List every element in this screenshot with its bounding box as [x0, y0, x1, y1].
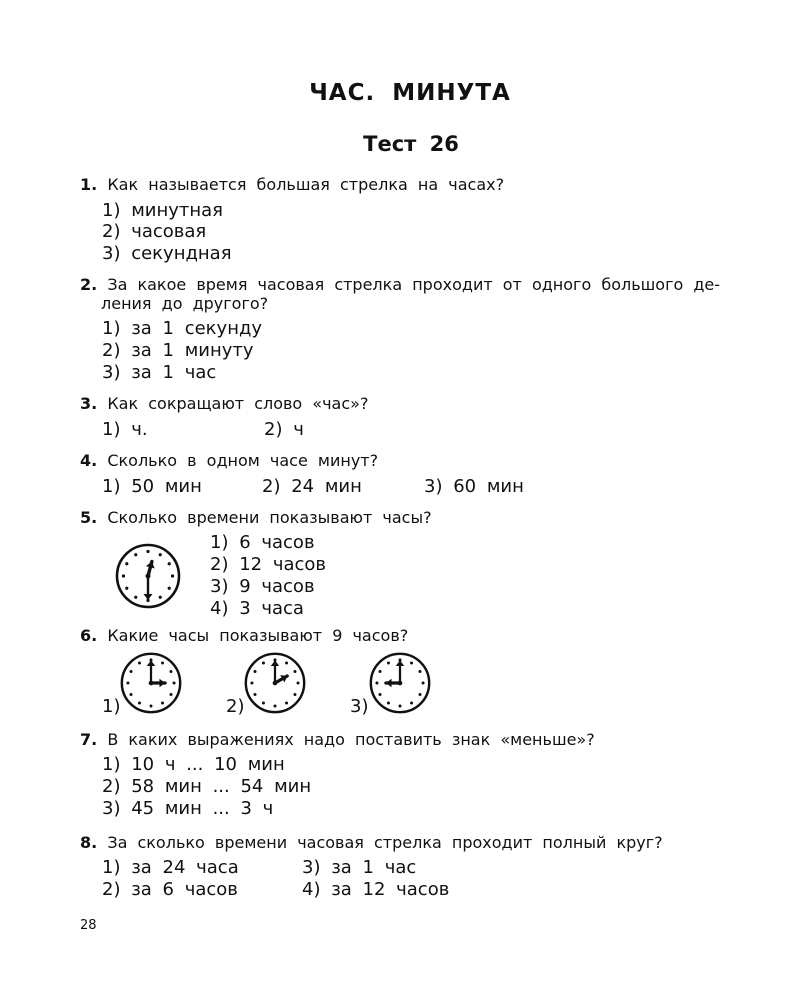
- clock-tick: [418, 693, 421, 696]
- clock-tick: [149, 705, 152, 708]
- page-title: ЧАС. МИНУТА: [309, 80, 511, 106]
- clock-tick: [379, 670, 382, 673]
- clock-tick: [168, 587, 171, 590]
- option: 3) 60 мин: [424, 476, 524, 497]
- clock-tick: [250, 681, 253, 684]
- question-3: [80, 394, 750, 413]
- option: 2) ч: [264, 419, 304, 440]
- question-text: Какие часы показывают 9 часов?: [107, 626, 409, 645]
- clock-tick: [161, 662, 164, 665]
- question-4: [80, 451, 750, 470]
- clock-hub: [146, 574, 151, 579]
- option: 2) 24 мин: [262, 476, 362, 497]
- clock-tick: [398, 705, 401, 708]
- clock-face-icon: [243, 651, 307, 715]
- option: 2) за 6 часов: [102, 879, 238, 900]
- clock-tick: [262, 662, 265, 665]
- clock-tick: [159, 553, 162, 556]
- option: 1) 50 мин: [102, 476, 202, 497]
- question-text: За сколько времени часовая стрелка проходит полный круг?: [107, 833, 663, 852]
- clock-tick: [410, 662, 413, 665]
- question-number: 4.: [80, 451, 98, 470]
- clock-tick: [375, 681, 378, 684]
- clock-tick: [168, 562, 171, 565]
- option: 3) за 1 час: [102, 362, 217, 383]
- question-text: Как называется большая стрелка на часах?: [107, 175, 505, 194]
- clock-tick: [169, 670, 172, 673]
- question-number: 2.: [80, 275, 98, 294]
- clock-tick: [130, 670, 133, 673]
- clock-tick: [125, 587, 128, 590]
- clock-tick: [387, 662, 390, 665]
- question-number: 5.: [80, 508, 98, 527]
- page-number: 28: [80, 918, 97, 933]
- option: 2) 12 часов: [210, 554, 327, 575]
- question-text-cont: ления до другого?: [101, 294, 269, 313]
- question-number: 8.: [80, 833, 98, 852]
- clock-tick: [297, 681, 300, 684]
- test-subtitle: Тест 26: [363, 132, 459, 156]
- clock-tick: [173, 681, 176, 684]
- clock-tick: [285, 662, 288, 665]
- option: 1) ч.: [102, 419, 148, 440]
- clock-tick: [159, 596, 162, 599]
- option: 1): [102, 696, 121, 717]
- clock-face-icon: [114, 542, 182, 610]
- option: 4) за 12 часов: [302, 879, 450, 900]
- option: 1) 6 часов: [210, 532, 315, 553]
- question-number: 1.: [80, 175, 98, 194]
- clock-tick: [146, 550, 149, 553]
- option: 3) секундная: [102, 243, 232, 264]
- option: 2) 58 мин ... 54 мин: [102, 776, 312, 797]
- question-number: 6.: [80, 626, 98, 645]
- option: 4) 3 часа: [210, 598, 304, 619]
- clock-hub: [398, 681, 403, 686]
- clock-tick: [169, 693, 172, 696]
- clock-tick: [126, 681, 129, 684]
- clock-tick: [254, 693, 257, 696]
- option: 3) 45 мин ... 3 ч: [102, 798, 274, 819]
- option: 3) за 1 час: [302, 857, 417, 878]
- clock-tick: [161, 701, 164, 704]
- clock-tick: [125, 562, 128, 565]
- clock-tick: [418, 670, 421, 673]
- clock-tick: [410, 701, 413, 704]
- clock-tick: [262, 701, 265, 704]
- clock-face-icon: [119, 651, 183, 715]
- question-text: За какое время часовая стрелка проходит от одного большого де-: [107, 275, 721, 294]
- option: 1) за 1 секунду: [102, 318, 263, 339]
- clock-hub: [273, 681, 278, 686]
- clock-tick: [122, 574, 125, 577]
- question-text: Сколько времени показывают часы?: [107, 508, 432, 527]
- clock-tick: [134, 553, 137, 556]
- clock-tick: [273, 705, 276, 708]
- question-7: [80, 730, 750, 749]
- option: 2) за 1 минуту: [102, 340, 254, 361]
- question-5: [80, 508, 750, 527]
- question-text: В каких выражениях надо поставить знак «меньше»?: [107, 730, 595, 749]
- clock-face-icon: [368, 651, 432, 715]
- clock-hub: [149, 681, 154, 686]
- clock-tick: [254, 670, 257, 673]
- clock-tick: [293, 693, 296, 696]
- option: 2): [226, 696, 245, 717]
- question-text: Как сокращают слово «час»?: [107, 394, 369, 413]
- option: 1) минутная: [102, 200, 224, 221]
- option: 3) 9 часов: [210, 576, 315, 597]
- question-8: [80, 833, 750, 852]
- question-number: 7.: [80, 730, 98, 749]
- clock-tick: [293, 670, 296, 673]
- option: 1) за 24 часа: [102, 857, 239, 878]
- clock-tick: [134, 596, 137, 599]
- clock-tick: [138, 662, 141, 665]
- option: 2) часовая: [102, 221, 207, 242]
- question-6: [80, 626, 750, 645]
- question-2: [80, 275, 750, 313]
- question-number: 3.: [80, 394, 98, 413]
- clock-tick: [379, 693, 382, 696]
- option: 3): [350, 696, 369, 717]
- clock-tick: [171, 574, 174, 577]
- question-1: [80, 175, 750, 194]
- clock-tick: [422, 681, 425, 684]
- clock-tick: [285, 701, 288, 704]
- option: 1) 10 ч ... 10 мин: [102, 754, 285, 775]
- clock-tick: [138, 701, 141, 704]
- clock-tick: [130, 693, 133, 696]
- question-text: Сколько в одном часе минут?: [107, 451, 379, 470]
- clock-tick: [387, 701, 390, 704]
